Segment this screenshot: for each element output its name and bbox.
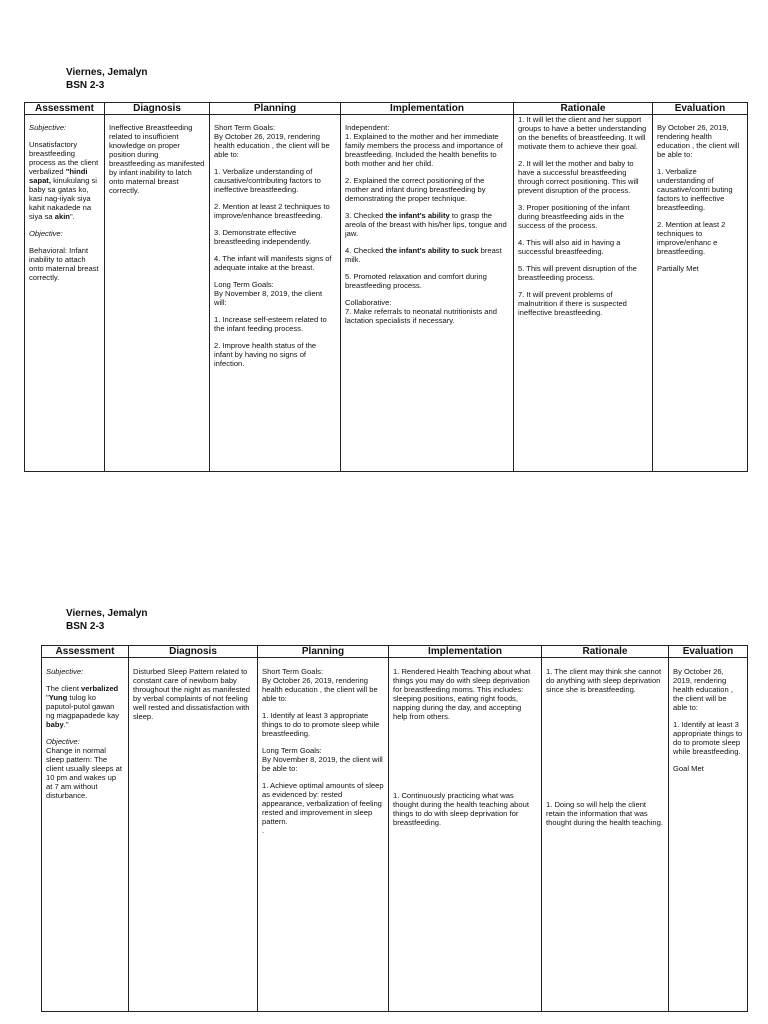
implementation-cell <box>341 115 514 472</box>
cell-paragraph: Collaborative: 7. Make referrals to neonatal nutritionists and lactation specialists if necessary. <box>345 298 497 325</box>
text-run: the infant's ability <box>385 211 450 220</box>
student-section-2: BSN 2-3 <box>66 621 105 632</box>
text-run: ." <box>63 720 69 729</box>
student-section-1: BSN 2-3 <box>66 80 105 91</box>
text-run: breast milk. <box>345 246 502 264</box>
cell-paragraph: 1. Increase self-esteem related to the infant feeding process. <box>214 315 327 333</box>
text-run: 4. Checked <box>345 246 386 255</box>
cell-paragraph: Long Term Goals: By November 8, 2019, the client will: <box>214 280 323 307</box>
cell-paragraph: 2. Mention at least 2 techniques to improve/enhanc e breastfeeding. <box>657 220 726 256</box>
cell-paragraph: Goal Met <box>673 764 704 773</box>
text-run: The client <box>46 684 82 693</box>
cell-paragraph: 7. It will prevent problems of malnutrition if there is suspected ineffective breastfeeding. <box>518 290 627 317</box>
cell-paragraph: By October 26, 2019, rendering health education , the client will be able to: <box>657 123 740 159</box>
cell-paragraph: Behavioral: Infant inability to attach onto maternal breast correctly. <box>29 246 99 282</box>
text-run: Yung <box>48 693 68 702</box>
cell-paragraph: 2. Mention at least 2 techniques to improve/enhance breastfeeding. <box>214 202 330 220</box>
cell-paragraph: 1. It will let the client and her support groups to have a better understanding on the benefits of breastfeeding. It will motivate them to achieve their goal. <box>518 115 647 151</box>
cell-paragraph <box>29 140 100 221</box>
implementation-cell <box>389 658 542 1012</box>
cell-paragraph: Objective: <box>46 737 80 746</box>
header-evaluation: Evaluation <box>669 646 748 658</box>
text-run: " <box>46 693 49 702</box>
header-rationale: Rationale <box>514 103 653 115</box>
rationale-cell <box>542 658 669 1012</box>
evaluation-cell <box>653 115 748 472</box>
planning-cell <box>258 658 389 1012</box>
table-header-row <box>25 103 748 115</box>
header-rationale: Rationale <box>542 646 669 658</box>
cell-paragraph: Subjective: <box>46 667 84 676</box>
cell-paragraph: 5. Promoted relaxation and comfort during breastfeeding process. <box>345 272 487 290</box>
student-name-1: Viernes, Jemalyn <box>66 67 148 78</box>
cell-paragraph: 3. Demonstrate effective breastfeeding independently. <box>214 228 311 246</box>
cell-paragraph: 1. The client may think she cannot do anything with sleep deprivation since she is breastfeeding. <box>546 667 662 694</box>
cell-paragraph: Independent: 1. Explained to the mother and her immediate family members the process and importance of breastfeeding. Included the health benefits to both mother and her child. <box>345 123 503 168</box>
cell-paragraph: 3. Proper positioning of the infant during breastfeeding aids in the success of the process. <box>518 203 630 230</box>
text-run: baby <box>46 720 64 729</box>
header-planning: Planning <box>258 646 389 658</box>
cell-paragraph <box>46 684 124 729</box>
text-run: akin <box>54 212 70 221</box>
cell-paragraph: 1. Continuously practicing what was thought during the health teaching about things to do with sleep deprivation for breastfeeding. <box>393 791 529 827</box>
evaluation-cell <box>669 658 748 1012</box>
header-evaluation: Evaluation <box>653 103 748 115</box>
text-run: kinukulang si baby sa gatas ko, kasi nag-iiyak siya kahit nakadede na siya sa <box>29 176 97 221</box>
cell-paragraph: 1. Verbalize understanding of causative/contributing factors to ineffective breastfeeding. <box>214 167 321 194</box>
text-run: ". <box>69 212 75 221</box>
assessment-cell <box>42 658 129 1012</box>
text-run: to grasp the areola of the breast with his/her lips, tongue and jaw. <box>345 211 507 238</box>
header-assessment: Assessment <box>25 103 105 115</box>
text-run: "hindi sapat, <box>29 167 88 185</box>
cell-paragraph: 1. Doing so will help the client retain the information that was thought during the health teaching. <box>546 800 663 827</box>
cell-paragraph: Subjective: <box>29 123 67 132</box>
text-run: tulog ko paputol-putol gawan ng magpapadede kay <box>46 693 120 720</box>
cell-paragraph <box>345 246 509 264</box>
cell-paragraph: 2. It will let the mother and baby to have a successful breastfeeding through correct positioning. This will prevent disruption of the process. <box>518 159 639 195</box>
text-run: the infant's ability to suck <box>385 246 479 255</box>
cell-paragraph: Disturbed Sleep Pattern related to constant care of newborn baby throughout the night as manifested by verbal complaints of not feeling well rested and dissatisfaction with sleep. <box>133 667 250 721</box>
cell-paragraph: 1. Identify at least 3 appropriate things to do to promote sleep while breastfeeding. <box>262 711 380 738</box>
table-row <box>25 115 748 472</box>
cell-paragraph: 1. Verbalize understanding of causative/contri buting factors to ineffective breastfeeding. <box>657 167 733 212</box>
assessment-cell <box>25 115 105 472</box>
table-header-row <box>42 646 748 658</box>
header-planning: Planning <box>210 103 341 115</box>
cell-paragraph: Change in normal sleep pattern: The client usually sleeps at 10 pm and wakes up at 7 am without disturbance. <box>46 746 122 800</box>
cell-paragraph: 1. Identify at least 3 appropriate things to do to promote sleep while breastfeeding. <box>673 720 743 756</box>
rationale-cell <box>514 115 653 472</box>
cell-paragraph: Short Term Goals: By October 26, 2019, rendering health education , the client will be able to: <box>262 667 378 703</box>
diagnosis-cell <box>105 115 210 472</box>
cell-paragraph: 1. Rendered Health Teaching about what things you may do with sleep deprivation for breastfeeding moms. This includes: sleeping positions, eating right foods, napping during the day, and accepting help from others. <box>393 667 531 721</box>
cell-paragraph: Short Term Goals: By October 26, 2019, rendering health education , the client will be able to: <box>214 123 330 159</box>
cell-paragraph: 2. Explained the correct positioning of the mother and infant during breastfeeding by demonstrating the proper technique. <box>345 176 486 203</box>
cell-paragraph: 1. Achieve optimal amounts of sleep as evidenced by: rested appearance, verbalization of feeling rested and improvement in sleep pattern. . <box>262 781 384 835</box>
cell-paragraph: Objective: <box>29 229 63 238</box>
cell-paragraph: 4. This will also aid in having a successful breastfeeding. <box>518 238 621 256</box>
student-name-2: Viernes, Jemalyn <box>66 608 148 619</box>
ncp-table-1 <box>24 102 748 472</box>
cell-paragraph: 4. The infant will manifests signs of adequate intake at the breast. <box>214 254 332 272</box>
header-assessment: Assessment <box>42 646 129 658</box>
cell-paragraph: Long Term Goals: By November 8, 2019, the client will be able to: <box>262 746 383 773</box>
planning-cell <box>210 115 341 472</box>
cell-paragraph: By October 26, 2019, rendering health education , the client will be able to: <box>673 667 733 712</box>
cell-paragraph: 2. Improve health status of the infant by having no signs of infection. <box>214 341 317 368</box>
header-implementation: Implementation <box>341 103 514 115</box>
text-run: Unsatisfactory breastfeeding process as the client verbalized <box>29 140 99 176</box>
table-row <box>42 658 748 1012</box>
cell-paragraph: Ineffective Breastfeeding related to insufficient knowledge on proper position during breastfeeding as manifested by infant inability to latch onto maternal breast correctly. <box>109 123 205 195</box>
text-run: verbalized <box>81 684 119 693</box>
cell-paragraph: 5. This will prevent disruption of the breastfeeding process. <box>518 264 637 282</box>
cell-paragraph: Partially Met <box>657 264 699 273</box>
ncp-table-2 <box>41 645 748 1012</box>
header-diagnosis: Diagnosis <box>129 646 258 658</box>
diagnosis-cell <box>129 658 258 1012</box>
cell-paragraph <box>345 211 509 238</box>
header-diagnosis: Diagnosis <box>105 103 210 115</box>
text-run: 3. Checked <box>345 211 386 220</box>
header-implementation: Implementation <box>389 646 542 658</box>
